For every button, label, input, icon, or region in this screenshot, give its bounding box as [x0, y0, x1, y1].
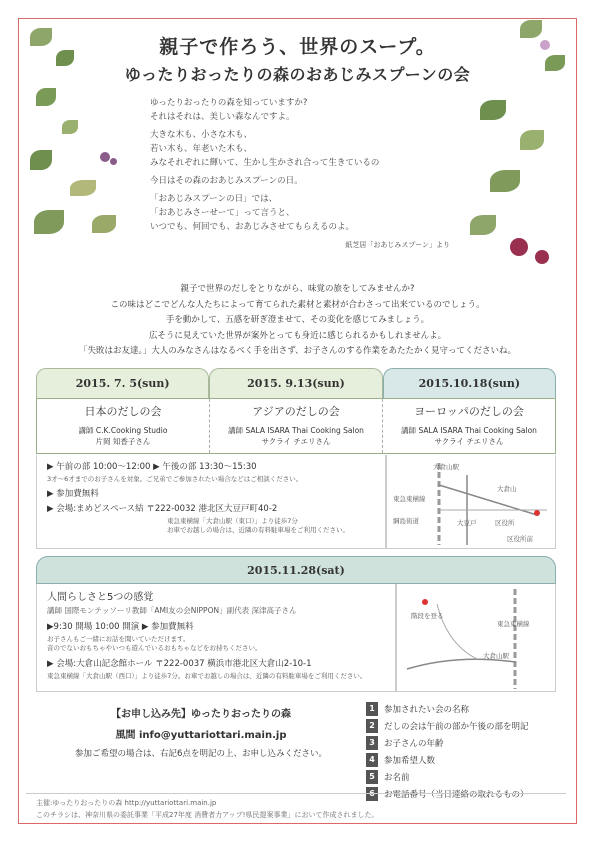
event-lecturer: 講師 SALA ISARA Thai Cooking Salon	[401, 426, 537, 435]
footer	[36, 797, 566, 821]
map-area-label: 大豆戸	[457, 519, 477, 527]
list-item-text: お子さんの年齢	[384, 738, 444, 749]
event-list	[36, 398, 556, 454]
venue-map-1	[386, 455, 556, 549]
list-item-text: だしの会は午前の部か午後の部を明記	[384, 721, 529, 732]
application-info	[36, 705, 366, 759]
event-times-note: 3才〜6才までのお子さんを対象。ご兄弟でご参加されたい場合などはご相談ください。	[47, 475, 303, 483]
footer-organizer: 主催:ゆったりおったりの森 http://yuttariottari.main.jp	[36, 799, 217, 807]
event-date-tabs	[36, 368, 556, 398]
event-date-4: 2015.11.28(sat)	[36, 556, 556, 584]
lecture-access: 東急東横線「大倉山駅（西口）」より徒歩7分。お車でお越しの場合は、近隣の有料駐車場をご利用ください。	[47, 672, 367, 680]
map-area-label: 大倉山	[497, 485, 517, 493]
map-office-label: 区役所	[495, 519, 515, 527]
event-lecturer: 講師 C.K.Cooking Studio	[78, 426, 168, 435]
lecture-note: お子さんもご一緒にお話を聞いていただけます。	[47, 635, 190, 643]
requirements-list	[366, 700, 566, 802]
map-road-label: 綱島街道	[393, 517, 419, 525]
message-line: 広そうに見えていた世界が案外とっても身近に感じられるかもしれませんよ。	[148, 330, 447, 341]
event-fee: ▶ 参加費無料	[47, 489, 99, 499]
map-post-label: 区役所前	[507, 535, 533, 543]
message-line: 手を動かして、五感を研ぎ澄ませて、その変化を感じてみましょう。	[165, 315, 430, 325]
intro-paragraph: 「おあじみスプーンの日」では、 「おあじみさーせーて」って言うと、 いつでも、何回でも、おあじみさせてもらえるのよ。	[150, 194, 355, 232]
intro-paragraph: 大きな木も、小さな木も、 若い木も、年老いた木も、 みなそれぞれに輝いて、生かし生かされ合って生きているの	[150, 130, 380, 168]
list-number: 1	[366, 702, 378, 716]
event-times: ▶ 午前の部 10:00〜12:00 ▶ 午後の部 13:30〜15:30	[47, 462, 257, 472]
intro-paragraph: 今日はその森のおあじみスプーンの日。	[150, 176, 303, 186]
list-number: 4	[366, 753, 378, 767]
list-item-text: お名前	[384, 772, 410, 783]
list-number: 6	[366, 787, 378, 801]
footer-note: このチラシは、神奈川県の委託事業「平成27年度 消費者力アップ!県民提案事業」において作成されました。	[36, 811, 379, 819]
map-station-label: 大倉山駅	[483, 652, 509, 660]
event-access: 東急東横線「大倉山駅（東口）」より徒歩7分	[167, 517, 298, 525]
lecture-time: ▶9:30 開場 10:00 開演 ▶ 参加費無料	[47, 622, 194, 632]
list-number: 5	[366, 770, 378, 784]
list-number: 2	[366, 719, 378, 733]
event-lecturer-name: 片岡 知香子さん	[95, 437, 151, 446]
map-line-label: 東急東横線	[393, 495, 426, 503]
message-line: 「失敗はお友達。」大人のみなさんはなるべく手を出さず、お子さんのする作業をあたたかく見守ってくださいね。	[78, 346, 517, 356]
list-item-text: お電話番号（当日連絡の取れるもの）	[384, 789, 529, 800]
lecture-venue: ▶ 会場:大倉山記念館ホール 〒222-0037 横浜市港北区大倉山2-10-1	[47, 659, 312, 669]
event-date-1: 2015. 7. 5(sun)	[36, 368, 209, 398]
page-subtitle: ゆったりおったりの森のおあじみスプーンの会	[124, 65, 471, 84]
lecture-event-details	[36, 584, 396, 692]
event-name: アジアのだしの会	[252, 405, 340, 418]
event-japan	[37, 399, 210, 453]
message-line: 親子で世界のだしをとりながら、味覚の旅をしてみませんか?	[180, 284, 415, 294]
list-item-text: 参加希望人数	[384, 755, 436, 766]
page-title: 親子で作ろう、世界のスープ。	[159, 36, 436, 58]
invitation-message	[24, 282, 571, 360]
event-europe	[383, 399, 555, 453]
event-date-2: 2015. 9.13(sun)	[209, 368, 382, 398]
event-lecturer: 講師 SALA ISARA Thai Cooking Salon	[228, 426, 364, 435]
event-parking: お車でお越しの場合は、近隣の有料駐車場をご利用ください。	[167, 526, 349, 534]
broth-event-details	[36, 455, 386, 549]
intro-text	[150, 96, 450, 256]
intro-credit: 紙芝居「おあじみスプーン」より	[345, 241, 450, 249]
application-contact[interactable]: 風間 info@yuttariottari.main.jp	[115, 730, 287, 741]
list-item	[366, 751, 566, 768]
lecture-note: 音のでないおもちゃやいつも遊んでいるおもちゃなどをお持ちください。	[47, 644, 262, 652]
lecture-lecturer: 講師 国際モンテッソーリ教師「AMI友の会NIPPON」副代表 深津高子さん	[47, 606, 297, 615]
intro-paragraph: ゆったりおったりの森を知っていますか? それはそれは、美しい森なんですよ。	[150, 98, 308, 122]
event-name: 日本のだしの会	[84, 405, 162, 418]
venue-map-2	[396, 584, 556, 692]
event-lecturer-name: サクライ チエリさん	[434, 437, 504, 446]
map-lines	[397, 584, 557, 692]
map-station-label: 大倉山駅	[433, 463, 459, 471]
list-item	[366, 700, 566, 717]
application-note: 参加ご希望の場合は、右記6点を明記の上、お申し込みください。	[75, 749, 327, 759]
message-line: この味はどこでどんな人たちによって育てられた素材と素材が合わさって出来ているのでしょう。	[110, 299, 485, 310]
list-number: 3	[366, 736, 378, 750]
list-item-text: 参加されたい会の名称	[384, 704, 470, 715]
map-stairs-label: 階段を登る	[411, 612, 444, 620]
list-item	[366, 717, 566, 734]
event-venue: ▶ 会場:まめどスペース結 〒222-0032 港北区大豆戸町40-2	[47, 504, 278, 514]
list-item	[366, 734, 566, 751]
event-asia	[210, 399, 383, 453]
event-lecturer-name: サクライ チエリさん	[261, 437, 331, 446]
list-item	[366, 768, 566, 785]
event-date-3: 2015.10.18(sun)	[383, 368, 556, 398]
event-name: ヨーロッパのだしの会	[414, 405, 524, 418]
footer-divider	[26, 793, 566, 794]
application-heading: 【お申し込み先】ゆったりおったりの森	[111, 709, 291, 720]
lecture-title: 人間らしさと5つの感覚	[47, 592, 154, 603]
map-line-label: 東急東横線	[497, 620, 530, 628]
